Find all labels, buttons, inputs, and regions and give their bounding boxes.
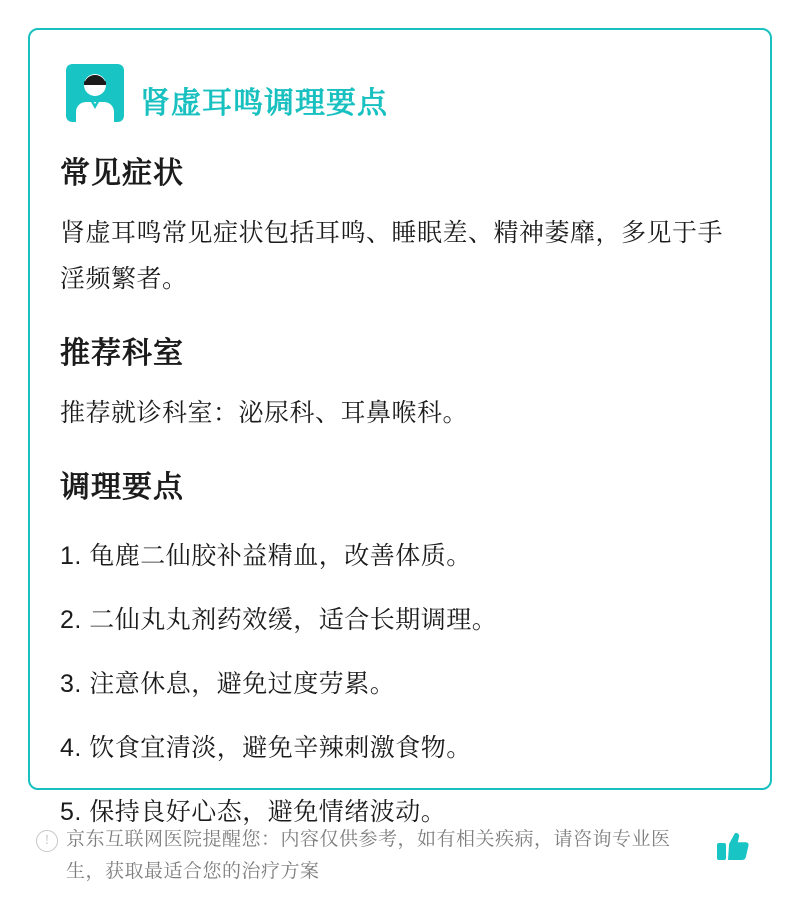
- disclaimer-text: 京东互联网医院提醒您：内容仅供参考，如有相关疾病，请咨询专业医生，获取最适合您的治疗方案: [66, 829, 671, 882]
- article-card: [28, 28, 772, 826]
- section-heading: 推荐科室: [60, 337, 184, 370]
- section-heading: 调理要点: [60, 471, 184, 504]
- list-item: 2. 二仙丸丸剂药效缓，适合长期调理。: [60, 606, 498, 634]
- section-text: 肾虚耳鸣常见症状包括耳鸣、睡眠差、精神萎靡，多见于手淫频繁者。: [60, 219, 724, 293]
- list-item: 5. 保持良好心态，避免情绪波动。: [60, 798, 447, 826]
- list-item: 4. 饮食宜清淡，避免辛辣刺激食物。: [60, 734, 472, 762]
- footer-disclaimer-bar: [28, 818, 772, 880]
- info-icon: !: [36, 830, 58, 852]
- article-content: [60, 148, 744, 844]
- page-title: 肾虚耳鸣调理要点: [140, 87, 388, 120]
- doctor-avatar-icon: [66, 64, 124, 122]
- section-tips: [60, 462, 744, 844]
- thumbs-up-icon[interactable]: [714, 826, 754, 866]
- section-department: [60, 328, 744, 436]
- section-symptoms: [60, 148, 744, 302]
- section-heading: 常见症状: [60, 157, 184, 190]
- list-item: 1. 龟鹿二仙胶补益精血，改善体质。: [60, 542, 472, 570]
- list-item: 3. 注意休息，避免过度劳累。: [60, 670, 396, 698]
- section-text: 推荐就诊科室：泌尿科、耳鼻喉科。: [60, 399, 469, 427]
- tips-list: [60, 524, 744, 844]
